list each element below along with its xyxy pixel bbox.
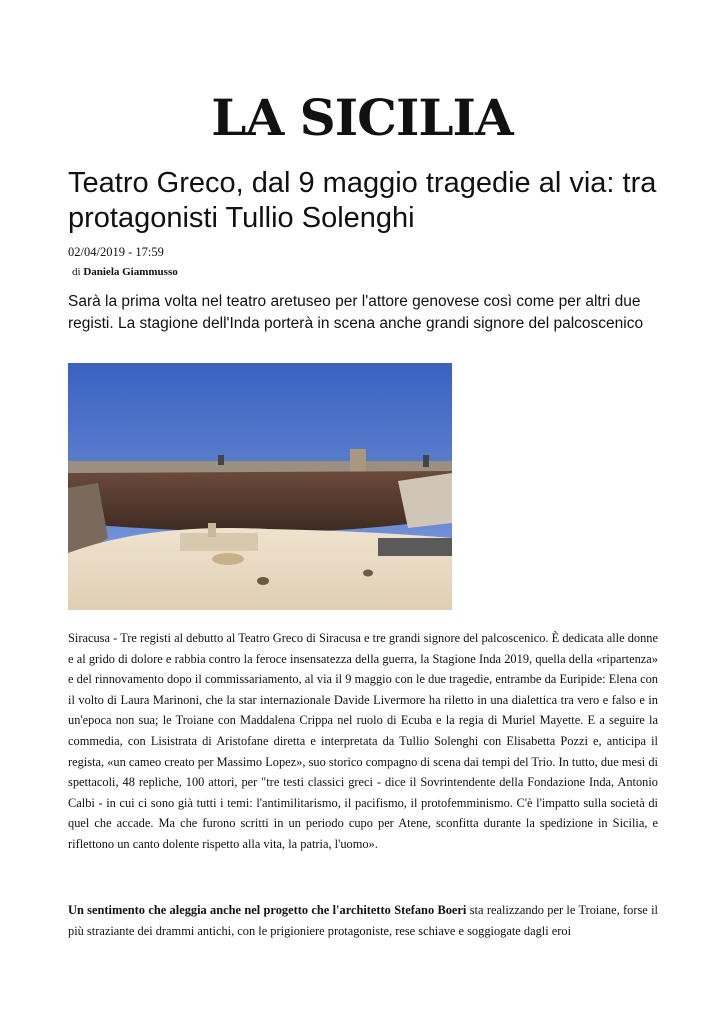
article-paragraph-2 xyxy=(68,900,658,941)
article-lead: Sarà la prima volta nel teatro aretuseo per l'attore genovese così come per altri due registi. La stagione dell'Inda porterà in scena anche grandi signore del palcoscenico xyxy=(68,293,644,332)
greek-theatre-photo xyxy=(68,363,452,610)
newspaper-logo[interactable]: LA SICILIA xyxy=(211,88,513,147)
paragraph-2-text: sta realizzando per le Troiane, forse il più straziante dei drammi antichi, con le prigioniere protagoniste, rese schiave e soggiogate dagli eroi xyxy=(68,903,658,938)
article-byline xyxy=(72,266,178,278)
byline-prefix: di xyxy=(72,266,81,278)
article-headline: Teatro Greco, dal 9 maggio tragedie al via: tra protagonisti Tullio Solenghi xyxy=(68,167,657,234)
paragraph-2-bold-intro: Un sentimento che aleggia anche nel progetto che l'architetto Stefano Boeri xyxy=(68,903,467,917)
article-paragraph-1: Siracusa - Tre registi al debutto al Teatro Greco di Siracusa e tre grandi signore del palcoscenico. È dedicata alle donne e al grido di dolore e rabbia contro la feroce insensatezza della guerra, la Stagione Inda 2019, quella della «ripartenza» e del rinnovamento dopo il commissariamento, al via il 9 maggio con le due tragedie, entrambe da Euripide: Elena con il volto di Laura Marinoni, che la star internazionale Davide Livermore ha riletto in una dialettica tra vero e falso e in un'epoca non sua; le Troiane con Maddalena Crippa nel ruolo di Ecuba e la regia di Muriel Mayette. E a seguire la commedia, con Lisistrata di Aristofane diretta e interpretata da Tullio Solenghi con Elisabetta Pozzi e, anticipa il regista, «un cameo creato per Massimo Lopez», suo storico compagno di scena dai tempi del Trio. In tutto, due mesi di spettacoli, 48 repliche, 100 attori, per "tre testi classici greci - dice il Sovrintendente della Fondazione Inda, Antonio Calbi - in cui ci sono già tutti i temi: l'antimilitarismo, il pacifismo, il protofemminismo. C'è l'impatto sulla società di quel che accade. Ma che furono scritti in un periodo cupo per Atene, sconfitta durante la spedizione in Sicilia, e riflettono un canto dolente rispetto alla vita, la patria, l'uomo». xyxy=(68,631,658,851)
article-date: 02/04/2019 - 17:59 xyxy=(68,245,164,259)
author-name[interactable]: Daniela Giammusso xyxy=(83,266,178,278)
